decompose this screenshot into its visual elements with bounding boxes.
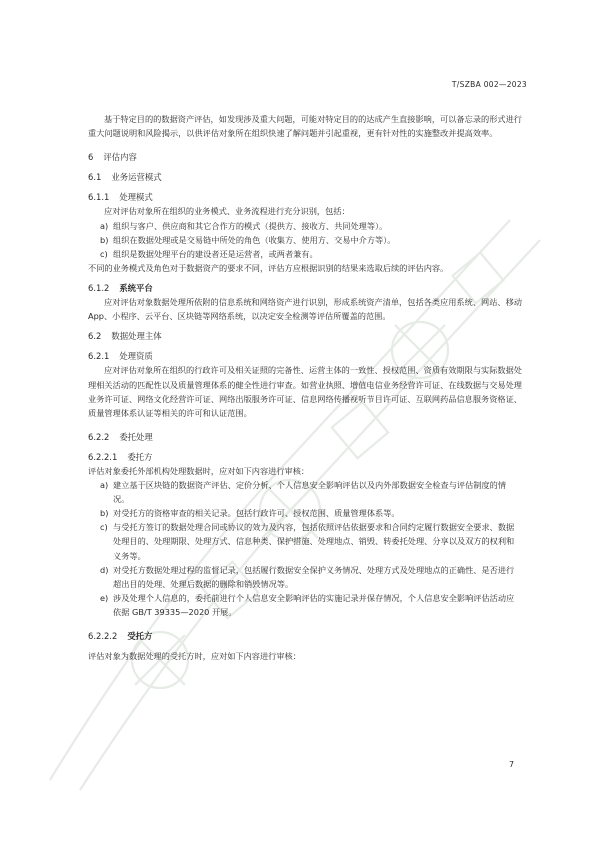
section-title: 委托处理 xyxy=(119,431,153,442)
list-text: 对受托方数据处理过程的监督记录，包括履行数据安全保护义务情况、处理方式及处理地点的正确性、是否进行超出目的处理、处理后数据的删除和销毁情况等。 xyxy=(113,564,515,589)
list-marker: a) xyxy=(100,480,109,491)
list-text: 组织在数据处理或是交易链中所处的角色（收集方、使用方、交易中介方等）。 xyxy=(113,234,396,245)
section-6-2-2-heading xyxy=(88,430,522,444)
list-marker: b) xyxy=(100,508,109,519)
section-6-2-heading xyxy=(88,329,522,343)
intro-paragraph: 基于特定目的的数据资产评估，如发现涉及重大问题，可能对特定目的的达成产生直接影响，可以备忘录的形式进行重大问题说明和风险揭示，以供评估对象所在组织快速了解问题并引起重视，更有针对性的实施整改并提高效率。 xyxy=(88,114,522,139)
paragraph-6-2-2-1: 评估对象委托外部机构处理数据时，应对如下内容进行审核： xyxy=(88,465,310,476)
section-number: 6.2.2.1 xyxy=(88,451,118,462)
section-number: 6.1.2 xyxy=(88,282,110,293)
main-content xyxy=(88,112,522,663)
list-marker: c) xyxy=(100,248,108,259)
paragraph-6-1-1: 应对评估对象所在组织的业务模式、业务流程进行充分识别，包括： xyxy=(104,206,350,217)
standard-code: T/SZBA 002—2023 xyxy=(451,80,527,89)
section-6-2-1-heading xyxy=(88,349,522,363)
list-text: 与受托方签订的数据处理合同或协议的效力及内容，包括依照评估依据要求和合同约定履行数据安全要求、数据处理目的、处理期限、处理方式、信息种类、保护措施、处理地点、销毁、转委托处理、分享以及双方的权利和义务等。 xyxy=(113,522,515,561)
list-item xyxy=(88,506,522,520)
list-item xyxy=(88,563,522,591)
section-6-1-1-heading xyxy=(88,190,522,204)
list-text: 对受托方的资格审查的相关记录。包括行政许可、授权范围、质量管理体系等。 xyxy=(113,508,400,519)
section-number: 6.1 xyxy=(88,172,102,183)
list-text: 涉及处理个人信息的，委托前进行个人信息安全影响评估的实施记录并保存情况，个人信息安全影响评估活动应依据 GB/T 39335—2020 开展。 xyxy=(113,592,515,617)
section-title: 评估内容 xyxy=(103,152,137,163)
list-item xyxy=(88,233,522,247)
section-6-1-2-heading xyxy=(88,281,522,295)
list-marker: a) xyxy=(100,220,109,231)
section-title: 处理资质 xyxy=(119,351,153,362)
list-marker: c) xyxy=(100,522,108,533)
list-marker: d) xyxy=(100,564,109,575)
section-6-heading xyxy=(88,150,522,164)
section-title: 系统平台 xyxy=(119,282,153,293)
section-title: 数据处理主体 xyxy=(111,331,162,342)
list-marker: b) xyxy=(100,234,109,245)
paragraph-6-1-1-end: 不同的业务模式及角色对于数据资产的要求不同，评估方应根据识别的结果来选取后续的评估内容。 xyxy=(88,262,449,273)
section-title: 处理模式 xyxy=(119,192,153,203)
list-text: 组织是数据处理平台的建设者还是运营者，或两者兼有。 xyxy=(113,248,318,259)
section-title: 受托方 xyxy=(127,631,153,641)
section-title: 业务运营模式 xyxy=(111,172,162,183)
list-text: 组织与客户、供应商和其它合作方的模式（提供方、接收方、共同处理等）。 xyxy=(113,220,388,231)
section-number: 6.2.2.2 xyxy=(88,631,118,641)
list-marker: e) xyxy=(100,592,109,603)
list-item xyxy=(88,520,522,562)
section-number: 6 xyxy=(88,152,94,163)
list-text: 建立基于区块链的数据资产评估、定价分析、个人信息安全影响评估以及内外部数据安全检查与评估制度的情况。 xyxy=(113,480,507,505)
paragraph-6-1-2: 应对评估对象数据处理所依附的信息系统和网络资产进行识别，形成系统资产清单，包括各类应用系统、网站、移动App、小程序、云平台、区块链等网络系统，以决定安全检测等评估所覆盖的范围。 xyxy=(88,297,522,322)
section-title: 委托方 xyxy=(127,451,153,462)
paragraph-6-2-1: 应对评估对象所在组织的行政许可及相关证照的完备性、运营主体的一致性、授权范围、资质有效期限与实际数据处理相关活动的匹配性以及质量管理体系的健全性进行审查。如营业执照、增值电信业务经营许可证、在线数据与交易处理业务许可证、网络文化经营许可证、网络出版服务许可证、信息网络传播视听节目许可证、互联网药品信息服务资格证、质量管理体系认证等相关的许可和认证范围。 xyxy=(88,365,522,418)
list-item xyxy=(88,247,522,261)
section-6-2-2-2-heading xyxy=(88,629,522,643)
list-item xyxy=(88,219,522,233)
section-number: 6.2 xyxy=(88,331,102,342)
section-number: 6.1.1 xyxy=(88,192,110,203)
section-6-2-2-1-heading xyxy=(88,450,522,464)
list-item xyxy=(88,478,522,506)
list-item xyxy=(88,591,522,619)
paragraph-6-2-2-2: 评估对象为数据处理的受托方时，应对如下内容进行审核： xyxy=(88,651,301,662)
page-number: 7 xyxy=(509,760,515,769)
section-number: 6.2.1 xyxy=(88,351,110,362)
section-6-1-heading xyxy=(88,170,522,184)
section-number: 6.2.2 xyxy=(88,431,110,442)
